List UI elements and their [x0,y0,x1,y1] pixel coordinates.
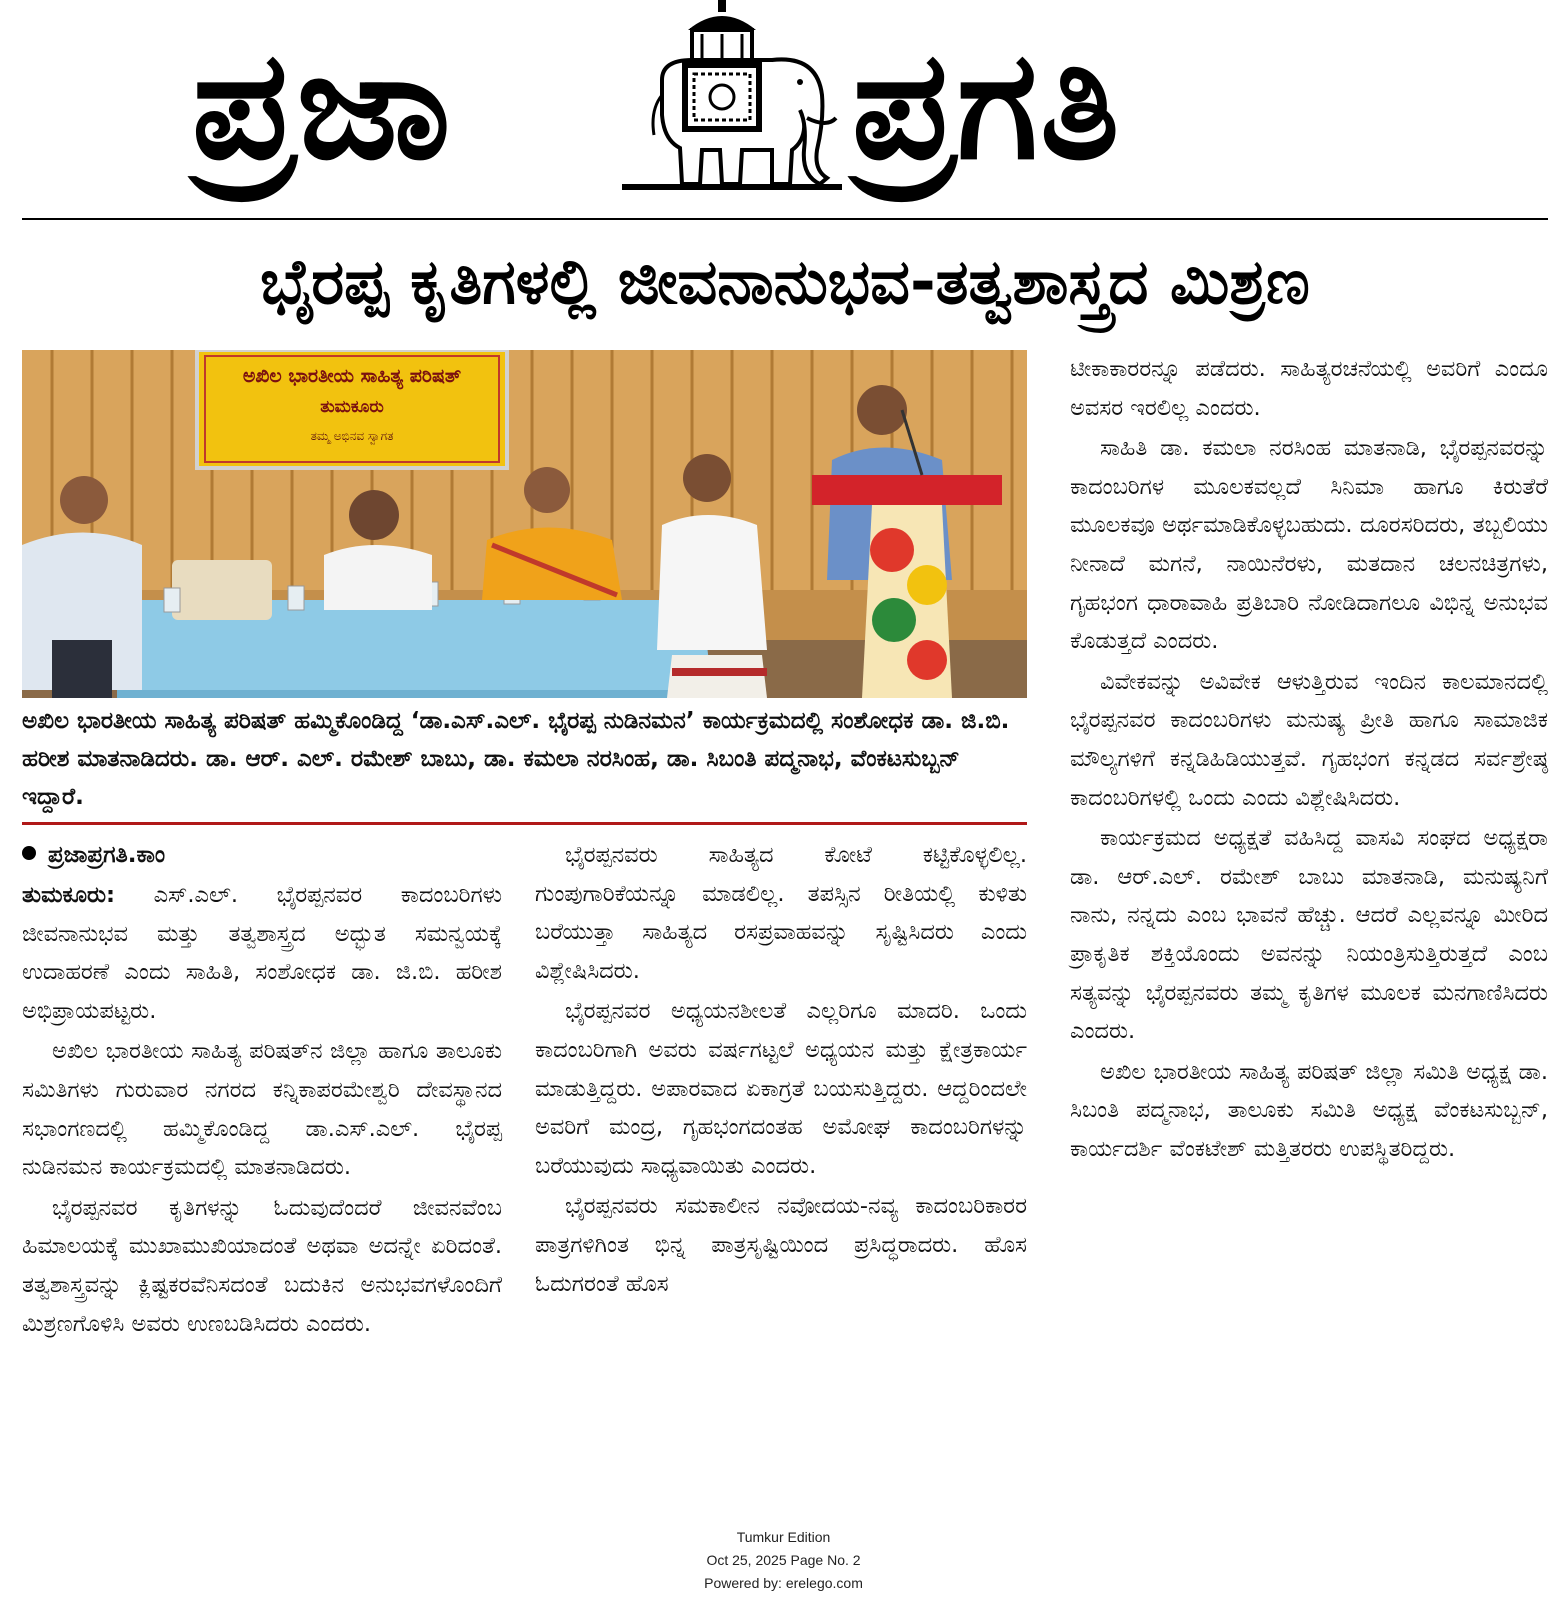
article-column-3 [1070,350,1548,1170]
masthead [22,0,1548,214]
paragraph: ಸಾಹಿತಿ ಡಾ. ಕಮಲಾ ನರಸಿಂಹ ಮಾತನಾಡಿ, ಭೈರಪ್ಪನವರನ್ನು ಕಾದಂಬರಿಗಳ ಮೂಲಕವಲ್ಲದೆ ಸಿನಿಮಾ ಹಾಗೂ ಕಿರುತೆರೆ ಮೂಲಕವೂ ಅರ್ಥಮಾಡಿಕೊಳ್ಳಬಹುದು. ದೂರಸರಿದರು, ತಬ್ಬಲಿಯು ನೀನಾದೆ ಮಗನೆ, ನಾಯಿನೆರಳು, ಮತದಾನ ಚಲನಚಿತ್ರಗಳು, ಗೃಹಭಂಗ ಧಾರಾವಾಹಿ ಪ್ರತಿಬಾರಿ ನೋಡಿದಾಗಲೂ ವಿಭಿನ್ನ ಅನುಭವ ಕೊಡುತ್ತದೆ ಎಂದರು. [1070,435,1548,655]
masthead-rule [22,218,1548,220]
article-column-1 [22,836,502,1345]
paragraph-text: ಎಸ್.ಎಲ್. ಭೈರಪ್ಪನವರ ಕಾದಂಬರಿಗಳು ಜೀವನಾನುಭವ ಮತ್ತು ತತ್ವಶಾಸ್ತ್ರದ ಅದ್ಭುತ ಸಮನ್ವಯಕ್ಕೆ ಉದಾಹರಣೆ ಎಂದು ಸಾಹಿತಿ, ಸಂಶೋಧಕ ಡಾ. ಜಿ.ಬಿ. ಹರೀಶ ಅಭಿಪ್ರಾಯಪಟ್ಟರು. [22,882,503,1024]
paragraph: ಅಖಿಲ ಭಾರತೀಯ ಸಾಹಿತ್ಯ ಪರಿಷತ್‌ನ ಜಿಲ್ಲಾ ಹಾಗೂ ತಾಲೂಕು ಸಮಿತಿಗಳು ಗುರುವಾರ ನಗರದ ಕನ್ನಿಕಾಪರಮೇಶ್ವರಿ ದೇವಸ್ಥಾನದ ಸಭಾಂಗಣದಲ್ಲಿ ಹಮ್ಮಿಕೊಂಡಿದ್ದ ಡಾ.ಎಸ್.ಎಲ್. ಭೈರಪ್ಪ ನುಡಿನಮನ ಕಾರ್ಯಕ್ರಮದಲ್ಲಿ ಮಾತನಾಡಿದರು. [22,1038,502,1181]
photo-caption: ಅಖಿಲ ಭಾರತೀಯ ಸಾಹಿತ್ಯ ಪರಿಷತ್ ಹಮ್ಮಿಕೊಂಡಿದ್ದ ‘ಡಾ.ಎಸ್.ಎಲ್. ಭೈರಪ್ಪ ನುಡಿನಮನ’ ಕಾರ್ಯಕ್ರಮದಲ್ಲಿ ಸಂಶೋಧಕ ಡಾ. ಜಿ.ಬಿ. ಹರೀಶ ಮಾತನಾಡಿದರು. ಡಾ. ಆರ್. ಎಲ್. ರಮೇಶ್ ಬಾಬು, ಡಾ. ಕಮಲಾ ನರಸಿಂಹ, ಡಾ. ಸಿಬಂತಿ ಪದ್ಮನಾಭ, ವೆಂಕಟಸುಬ್ಬನ್ ಇದ್ದಾರೆ. [22,708,1010,810]
powered-by-label: Powered by: erelego.com [704,1575,863,1591]
paragraph: ಭೈರಪ್ಪನವರ ಕೃತಿಗಳನ್ನು ಓದುವುದೆಂದರೆ ಜೀವನವೆಂಬ ಹಿಮಾಲಯಕ್ಕೆ ಮುಖಾಮುಖಿಯಾದಂತೆ ಅಥವಾ ಅದನ್ನೇ ಏರಿದಂತೆ. ತತ್ವಶಾಸ್ತ್ರವನ್ನು ಕ್ಲಿಷ್ಟಕರವೆನಿಸದಂತೆ ಬದುಕಿನ ಅನುಭವಗಳೊಂದಿಗೆ ಮಿಶ್ರಣಗೊಳಿಸಿ ಅವರು ಉಣಬಡಿಸಿದರು ಎಂದರು. [22,1194,502,1337]
paragraph: ವಿವೇಕವನ್ನು ಅವಿವೇಕ ಆಳುತ್ತಿರುವ ಇಂದಿನ ಕಾಲಮಾನದಲ್ಲಿ ಭೈರಪ್ಪನವರ ಕಾದಂಬರಿಗಳು ಮನುಷ್ಯ ಪ್ರೀತಿ ಹಾಗೂ ಸಾಮಾಜಿಕ ಮೌಲ್ಯಗಳಿಗೆ ಕನ್ನಡಿಹಿಡಿಯುತ್ತವೆ. ಗೃಹಭಂಗ ಕನ್ನಡದ ಸರ್ವಶ್ರೇಷ್ಠ ಕಾದಂಬರಿಗಳಲ್ಲಿ ಒಂದು ಎಂದು ವಿಶ್ಲೇಷಿಸಿದರು. [1070,668,1548,811]
byline-text: ಪ್ರಜಾಪ್ರಗತಿ.ಕಾಂ [48,842,166,868]
edition-label: Tumkur Edition [736,1529,831,1545]
masthead-title-left: ಪ್ರಜಾ [192,19,453,193]
banner-line2: ತುಮಕೂರು [320,397,384,417]
paragraph: ಟೀಕಾಕಾರರನ್ನೂ ಪಡೆದರು. ಸಾಹಿತ್ಯರಚನೆಯಲ್ಲಿ ಅವರಿಗೆ ಎಂದೂ ಅವಸರ ಇರಲಿಲ್ಲ ಎಂದರು. [1070,356,1548,421]
paragraph: ಅಖಿಲ ಭಾರತೀಯ ಸಾಹಿತ್ಯ ಪರಿಷತ್ ಜಿಲ್ಲಾ ಸಮಿತಿ ಅಧ್ಯಕ್ಷ ಡಾ. ಸಿಬಂತಿ ಪದ್ಮನಾಭ, ತಾಲೂಕು ಸಮಿತಿ ಅಧ್ಯಕ್ಷ ವೆಂಕಟಸುಬ್ಬನ್, ಕಾರ್ಯದರ್ಶಿ ವೆಂಕಟೇಶ್ ಮತ್ತಿತರರು ಉಪಸ್ಥಿತರಿದ್ದರು. [1070,1058,1548,1162]
caption-rule [22,822,1027,825]
bullet-icon [22,846,36,860]
masthead-title-right: ಪ್ರಗತಿ [852,19,1122,193]
page-footer [0,1526,1567,1595]
dateline: ತುಮಕೂರು: [22,882,116,908]
paragraph [22,876,502,1030]
elephant-howdah-icon [622,0,842,200]
date-page-label: Oct 25, 2025 Page No. 2 [706,1552,861,1568]
paragraph: ಕಾರ್ಯಕ್ರಮದ ಅಧ್ಯಕ್ಷತೆ ವಹಿಸಿದ್ದ ವಾಸವಿ ಸಂಘದ ಅಧ್ಯಕ್ಷರಾ ಡಾ. ಆರ್.ಎಲ್. ರಮೇಶ್ ಬಾಬು ಮಾತನಾಡಿ, ಮನುಷ್ಯನಿಗೆ ನಾನು, ನನ್ನದು ಎಂಬ ಭಾವನೆ ಹೆಚ್ಚು. ಆದರೆ ಎಲ್ಲವನ್ನೂ ಮೀರಿದ ಪ್ರಾಕೃತಿಕ ಶಕ್ತಿಯೊಂದು ಅವನನ್ನು ನಿಯಂತ್ರಿಸುತ್ತಿರುತ್ತದೆ ಎಂಬ ಸತ್ಯವನ್ನು ಭೈರಪ್ಪನವರು ತಮ್ಮ ಕೃತಿಗಳ ಮೂಲಕ ಮನಗಾಣಿಸಿದರು ಎಂದರು. [1070,825,1548,1045]
banner-line3: ತಮ್ಮ ಅಭಿನವ ಸ್ವಾಗತ [310,429,394,443]
banner-line1: ಅಖಿಲ ಭಾರತೀಯ ಸಾಹಿತ್ಯ ಪರಿಷತ್ [242,365,462,387]
paragraph: ಭೈರಪ್ಪನವರು ಸಾಹಿತ್ಯದ ಕೋಟೆ ಕಟ್ಟಿಕೊಳ್ಳಲಿಲ್ಲ. ಗುಂಪುಗಾರಿಕೆಯನ್ನೂ ಮಾಡಲಿಲ್ಲ. ತಪಸ್ಸಿನ ರೀತಿಯಲ್ಲಿ ಕುಳಿತು ಬರೆಯುತ್ತಾ ಸಾಹಿತ್ಯದ ರಸಪ್ರವಾಹವನ್ನು ಸೃಷ್ಟಿಸಿದರು ಎಂದು ವಿಶ್ಲೇಷಿಸಿದರು. [535,842,1027,984]
paragraph: ಭೈರಪ್ಪನವರ ಅಧ್ಯಯನಶೀಲತೆ ಎಲ್ಲರಿಗೂ ಮಾದರಿ. ಒಂದು ಕಾದಂಬರಿಗಾಗಿ ಅವರು ವರ್ಷಗಟ್ಟಲೆ ಅಧ್ಯಯನ ಮತ್ತು ಕ್ಷೇತ್ರಕಾರ್ಯ ಮಾಡುತ್ತಿದ್ದರು. ಅಪಾರವಾದ ಏಕಾಗ್ರತೆ ಬಯಸುತ್ತಿದ್ದರು. ಆದ್ದರಿಂದಲೇ ಅವರಿಗೆ ಮಂದ್ರ, ಗೃಹಭಂಗದಂತಹ ಅಮೋಘ ಕಾದಂಬರಿಗಳನ್ನು ಬರೆಯುವುದು ಸಾಧ್ಯವಾಯಿತು ಎಂದರು. [535,998,1027,1179]
news-photo [22,350,1027,698]
headline: ಭೈರಪ್ಪ ಕೃತಿಗಳಲ್ಲಿ ಜೀವನಾನುಭವ-ತತ್ವಶಾಸ್ತ್ರದ ಮಿಶ್ರಣ [260,245,1310,318]
paragraph: ಭೈರಪ್ಪನವರು ಸಮಕಾಲೀನ ನವೋದಯ-ನವ್ಯ ಕಾದಂಬರಿಕಾರರ ಪಾತ್ರಗಳಿಗಿಂತ ಭಿನ್ನ ಪಾತ್ರಸೃಷ್ಟಿಯಿಂದ ಪ್ರಸಿದ್ಧರಾದರು. ಹೊಸ ಓದುಗರಂತೆ ಹೊಸ [535,1193,1027,1297]
article-column-2 [535,836,1027,1305]
byline [22,836,502,874]
